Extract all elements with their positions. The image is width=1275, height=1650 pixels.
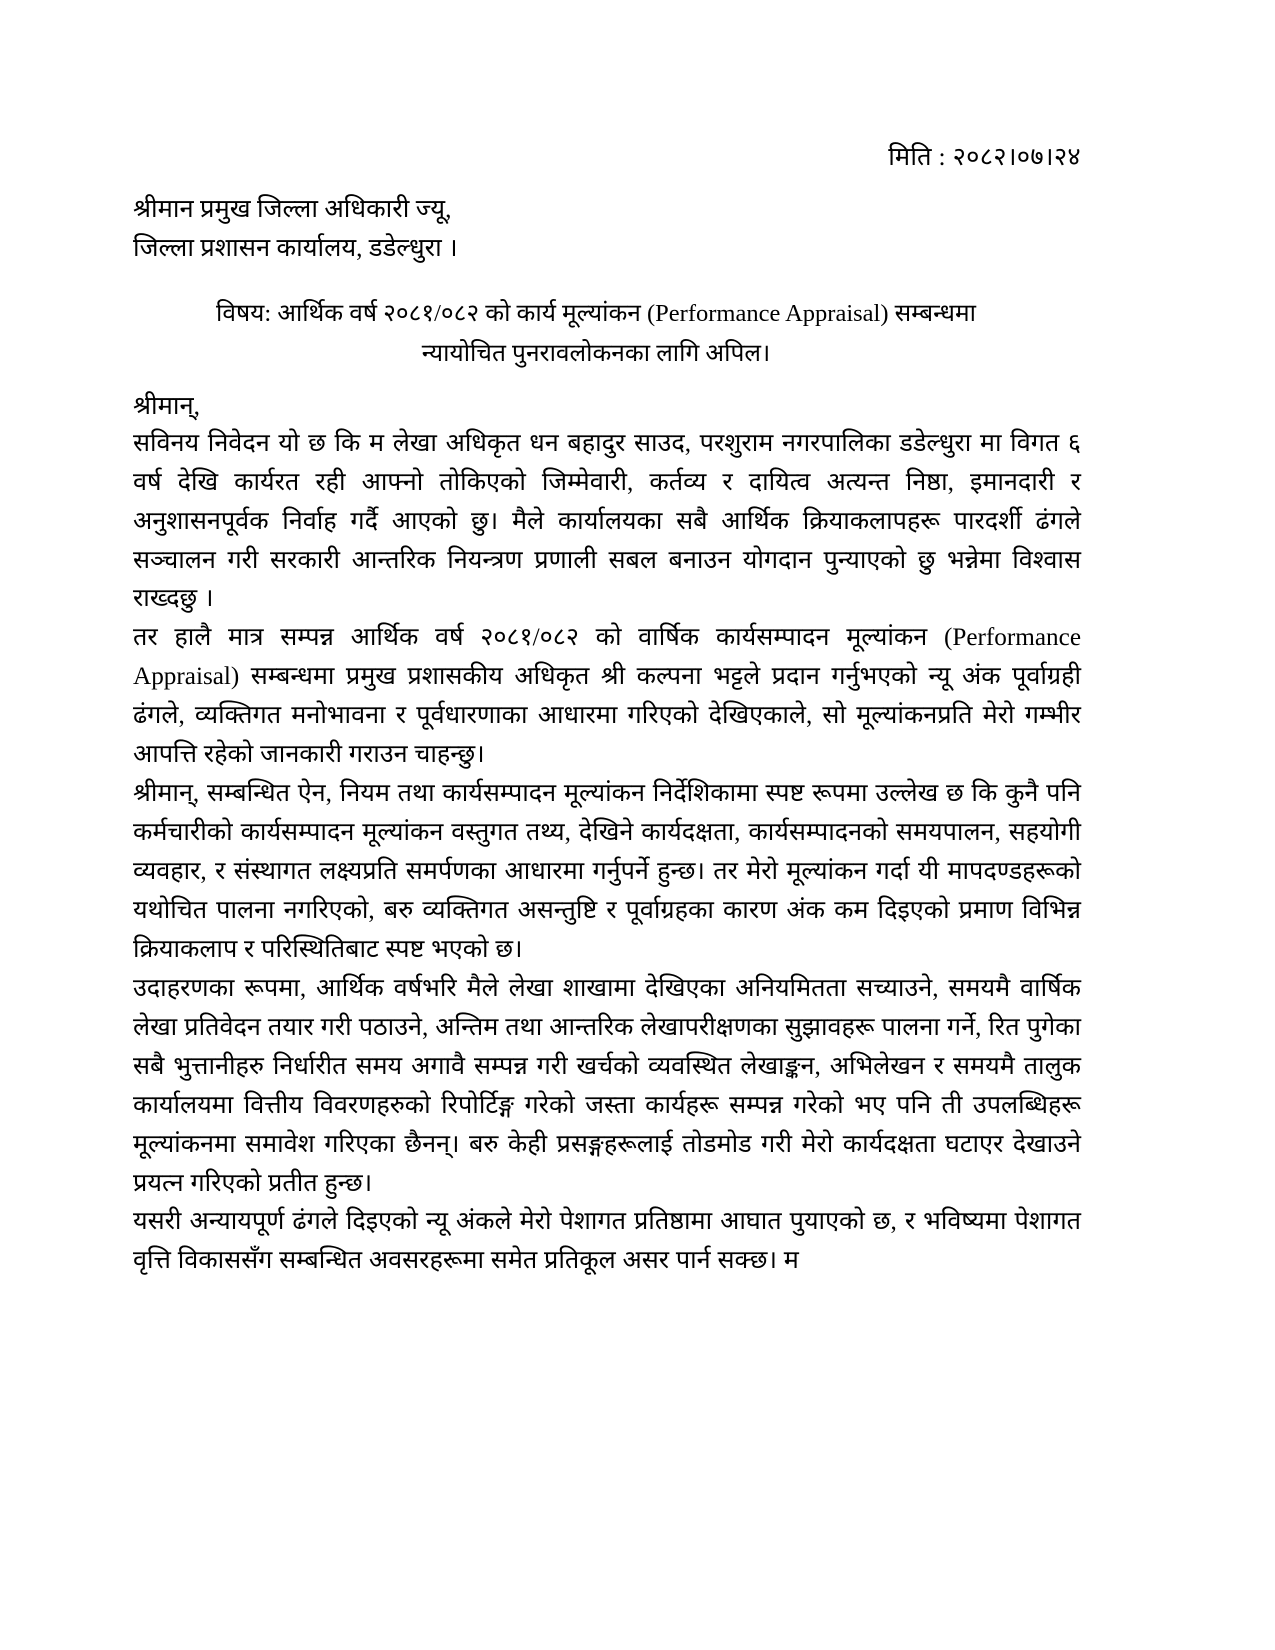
body-paragraph-3: श्रीमान्, सम्बन्धित ऐन, नियम तथा कार्यसम्पादन मूल्यांकन निर्देशिकामा स्पष्ट रूपमा उल्लेख छ कि कुनै पनि कर्मचारीको कार्यसम्पादन मूल्यांकन वस्तुगत तथ्य, देखिने कार्यदक्षता, कार्यसम्पादनको समयपालन, सहयोगी व्यवहार, र संस्थागत लक्ष्यप्रति समर्पणका आधारमा गर्नुपर्ने हुन्छ। तर मेरो मूल्यांकन गर्दा यी मापदण्डहरूको यथोचित पालना नगरिएको, बरु व्यक्तिगत असन्तुष्टि र पूर्वाग्रहका कारण अंक कम दिइएको प्रमाण विभिन्न क्रियाकलाप र परिस्थितिबाट स्पष्ट भएको छ। bbox=[133, 780, 1081, 963]
subject-block bbox=[133, 294, 1081, 373]
body-paragraph-5: यसरी अन्यायपूर्ण ढंगले दिइएको न्यू अंकले मेरो पेशागत प्रतिष्ठामा आघात पुयाएको छ, र भविष्यमा पेशागत वृत्ति विकाससँग सम्बन्धित अवसरहरूमा समेत प्रतिकूल असर पार्न सक्छ। म bbox=[133, 1208, 1081, 1275]
addressee-line-2: जिल्ला प्रशासन कार्यालय, डडेल्धुरा । bbox=[133, 232, 458, 262]
subject-text-post: सम्बन्धमा bbox=[888, 300, 976, 328]
subject-line-2: न्यायोचित पुनरावलोकनका लागि अपिल। bbox=[421, 340, 771, 368]
body-paragraph-4: उदाहरणका रूपमा, आर्थिक वर्षभरि मैले लेखा शाखामा देखिएका अनियमितता सच्याउने, समयमै वार्षिक लेखा प्रतिवेदन तयार गरी पठाउने, अन्तिम तथा आन्तरिक लेखापरीक्षणका सुझावहरू पालना गर्ने, रित पुगेका सबै भुत्तानीहरु निर्धारीत समय अगावै सम्पन्न गरी खर्चको व्यवस्थित लेखाङ्कन, अभिलेखन र समयमै तालुक कार्यालयमा वित्तीय विवरणहरुको रिपोर्टिङ्ग गरेको जस्ता कार्यहरू सम्पन्न गरेको भए पनि ती उपलब्धिहरू मूल्यांकनमा समावेश गरिएका छैनन्। बरु केही प्रसङ्गहरूलाई तोडमोड गरी मेरो कार्यदक्षता घटाएर देखाउने प्रयत्न गरिएको प्रतीत हुन्छ। bbox=[133, 974, 1081, 1197]
subject-line-1 bbox=[157, 294, 1035, 334]
salutation: श्रीमान्, bbox=[133, 390, 201, 420]
body-paragraph-1: सविनय निवेदन यो छ कि म लेखा अधिकृत धन बहादुर साउद, परशुराम नगरपालिका डडेल्धुरा मा विगत ६ वर्ष देखि कार्यरत रही आफ्नो तोकिएको जिम्मेवारी, कर्तव्य र दायित्व अत्यन्त निष्ठा, इमानदारी र अनुशासनपूर्वक निर्वाह गर्दै आएको छु। मैले कार्यालयका सबै आर्थिक क्रियाकलापहरू पारदर्शी ढंगले सञ्चालन गरी सरकारी आन्तरिक नियन्त्रण प्रणाली सबल बनाउन योगदान पुन्याएको छु भन्नेमा विश्वास राख्दछु । bbox=[133, 429, 1081, 613]
addressee-block bbox=[133, 190, 1081, 268]
body-paragraph-2: तर हालै मात्र सम्पन्न आर्थिक वर्ष २०८१/०८२ को वार्षिक कार्यसम्पादन मूल्यांकन (Performance Appraisal) सम्बन्धमा प्रमुख प्रशासकीय अधिकृत श्री कल्पना भट्टले प्रदान गर्नुभएको न्यू अंक पूर्वाग्रही ढंगले, व्यक्तिगत मनोभावना र पूर्वधारणाका आधारमा गरिएको देखिएकाले, सो मूल्यांकनप्रति मेरो गम्भीर आपत्ति रहेको जानकारी गराउन चाहन्छु। bbox=[133, 624, 1081, 769]
subject-text-pre: विषय: आर्थिक वर्ष २०८१/०८२ को कार्य मूल्यांकन bbox=[216, 300, 647, 328]
subject-text-latin: (Performance Appraisal) bbox=[647, 300, 889, 328]
letter-content bbox=[133, 0, 1081, 1281]
date-line: मिति : २०८२।०७।२४ bbox=[888, 142, 1081, 171]
addressee-line-1: श्रीमान प्रमुख जिल्ला अधिकारी ज्यू, bbox=[133, 193, 452, 223]
